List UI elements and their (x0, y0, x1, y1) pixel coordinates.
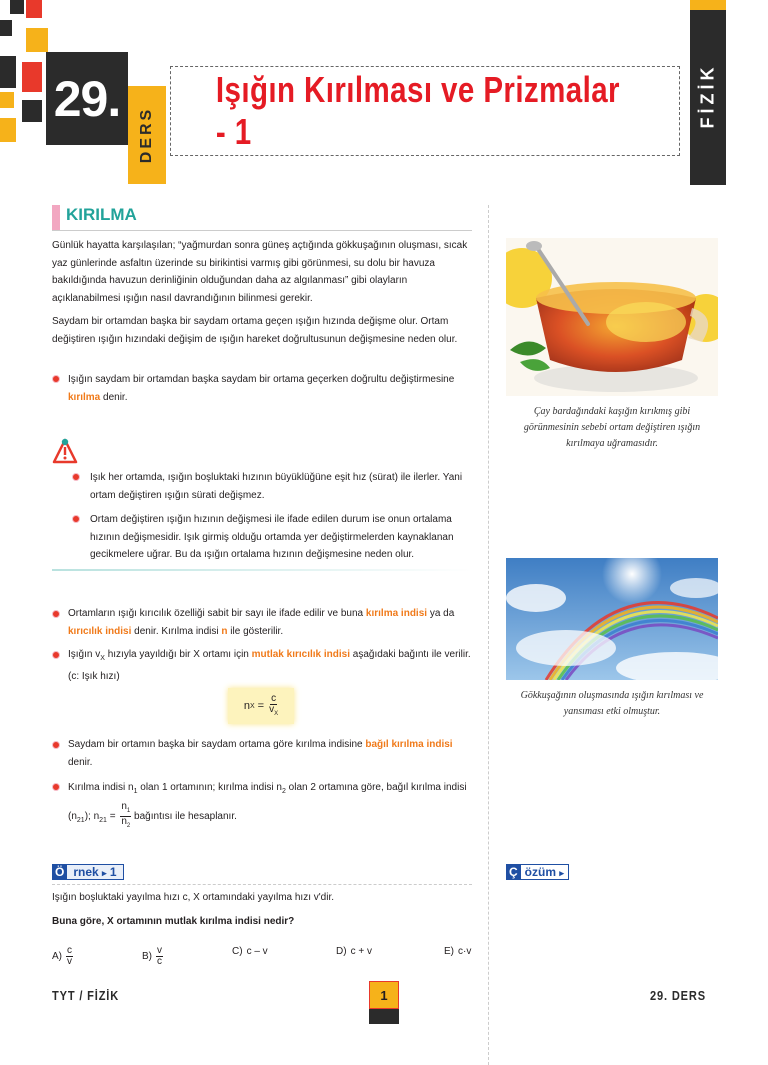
bullet-icon (72, 515, 80, 523)
decor-square (26, 0, 42, 18)
arrow-icon: ▸ (559, 868, 564, 878)
bullet-relative-formula: Kırılma indisi $n_1$ olan 1 ortamının; kırılma indisi $n_2$ olan 2 ortamına göre, bağıl kırılma indisi $(n_{21})$; $n_{21}$ = $\frac{n_1}{n_2}$ bağıntısı ile hesaplanır. (68, 782, 467, 829)
bullet-icon (72, 473, 80, 481)
section-marker (52, 205, 60, 231)
subject-label: FİZİK (697, 63, 718, 129)
bullet-absolute-index: Işığın $v_X$ hızıyla yayıldığı bir X ortamı için mutlak kırıcılık indisi aşağıdaki bağıntı ile verilir. (c: Işık hızı) (68, 649, 471, 682)
decor-square (0, 56, 16, 88)
section-title: KIRILMA (66, 205, 137, 224)
intro-paragraph-2: Saydam bir ortamdan başka bir saydam ortama geçen ışığın hızında değişme olur. Ortam değiştiren ışığın hızındaki değişim de ışığın hareket doğrultusunun değişmesine neden olur. (52, 316, 458, 345)
arrow-icon: ▸ (102, 868, 107, 878)
column-divider (488, 205, 489, 1065)
subject-tab (690, 0, 726, 185)
choice-b[interactable]: B) $\frac{v}{c}$ (142, 945, 162, 967)
bullet-refractive-index: Ortamların ışığı kırıcılık özelliği sabit bir sayı ile ifade edilir ve buna kırılma indisi ya da kırıcılık indisi denir. Kırılma indisi n ile gösterilir. (68, 608, 455, 637)
footer-subject: TYT / FİZİK (52, 988, 120, 1003)
bullet-relative-index: Saydam bir ortamın başka bir saydam ortama göre kırılma indisine bağıl kırılma indisi denir. (68, 739, 453, 768)
choice-e[interactable]: E) c·v (444, 946, 472, 957)
lesson-tab: DERS (128, 86, 166, 184)
warning-note-1: Işık her ortamda, ışığın boşluktaki hızının büyüklüğüne eşit hız (sürat) ile ilerler. Yani ortam değiştiren ışığın sürati değişmez. (90, 472, 463, 501)
example-text: Işığın boşluktaki yayılma hızı c, X ortamındaki yayılma hızı v'dir. (52, 892, 335, 903)
warning-divider (52, 569, 472, 571)
subject-tab-accent (690, 0, 726, 10)
formula-fraction: $\frac{c}{v_X}$ (269, 692, 279, 717)
intro-paragraph-1: Günlük hayatta karşılaşılan; “yağmurdan sonra güneş açtığında gökkuşağının oluşması, sıcak yaz günlerinde asfaltın üzerinde su birikintisi varmış gibi görünmesi, su dolu bir havuza bakıldığında havuzun derinliğinin olduğundan daha az algılanması” gibi olayların açıklanabilmesi ışığın nasıl davrandığının bilinmesi gerekir. (52, 240, 468, 304)
section-divider (52, 230, 472, 231)
example-heading: Ö rnek ▸ 1 (52, 862, 124, 882)
page-number-tab (369, 1009, 399, 1024)
warning-icon (52, 438, 78, 468)
example-divider (52, 884, 472, 886)
lesson-number: 29. (46, 52, 128, 145)
bullet-icon (52, 741, 60, 749)
tea-cup-image (506, 238, 718, 396)
decor-square (0, 92, 14, 108)
footer-lesson: 29. DERS (650, 988, 706, 1003)
choice-c[interactable]: C) c – v (232, 946, 268, 957)
choice-a[interactable]: A) $\frac{c}{v}$ (52, 945, 72, 967)
rainbow-caption: Gökkuşağının oluşmasında ışığın kırılması ve yansıması etki olmuştur. (520, 690, 704, 717)
decor-square (26, 28, 48, 52)
decor-square (0, 20, 12, 36)
formula-absolute-index: n X = $\frac{c}{v_X}$ (228, 688, 294, 724)
choice-d[interactable]: D) c + v (336, 946, 372, 957)
example-question: Buna göre, X ortamının mutlak kırılma indisi nedir? (52, 916, 295, 927)
bullet-icon (52, 610, 60, 618)
page-title: Işığın Kırılması ve Prizmalar - 1 (215, 69, 620, 152)
decor-square (22, 62, 42, 92)
bullet-icon (52, 651, 60, 659)
bullet-refraction-definition: Işığın saydam bir ortamdan başka saydam bir ortama geçerken doğrultu değiştirmesine kırılma denir. (68, 374, 455, 403)
bullet-icon (52, 375, 60, 383)
decor-square (0, 118, 16, 142)
page-number: 1 (369, 981, 399, 1009)
decor-square (10, 0, 24, 14)
tea-caption: Çay bardağındaki kaşığın kırıkmış gibi görünmesinin sebebi ortam değiştiren ışığın kırılmaya uğramasıdır. (523, 406, 701, 449)
warning-note-2: Ortam değiştiren ışığın hızının değişmesi ile ifade edilen durum ise onun ortalama hızının değişmesidir. Işık girmiş olduğu ortamda yer değiştirmelerden kaynaklanan gecikmelere uğrar. Bu da ışığın ortalama hızının değişmesine neden olur. (90, 514, 454, 560)
rainbow-image (506, 558, 718, 680)
decor-square (22, 100, 42, 122)
solution-heading: Ç özüm ▸ (506, 862, 569, 882)
relative-index-fraction: $\frac{n_1}{n_2}$ (121, 801, 131, 829)
bullet-icon (52, 783, 60, 791)
